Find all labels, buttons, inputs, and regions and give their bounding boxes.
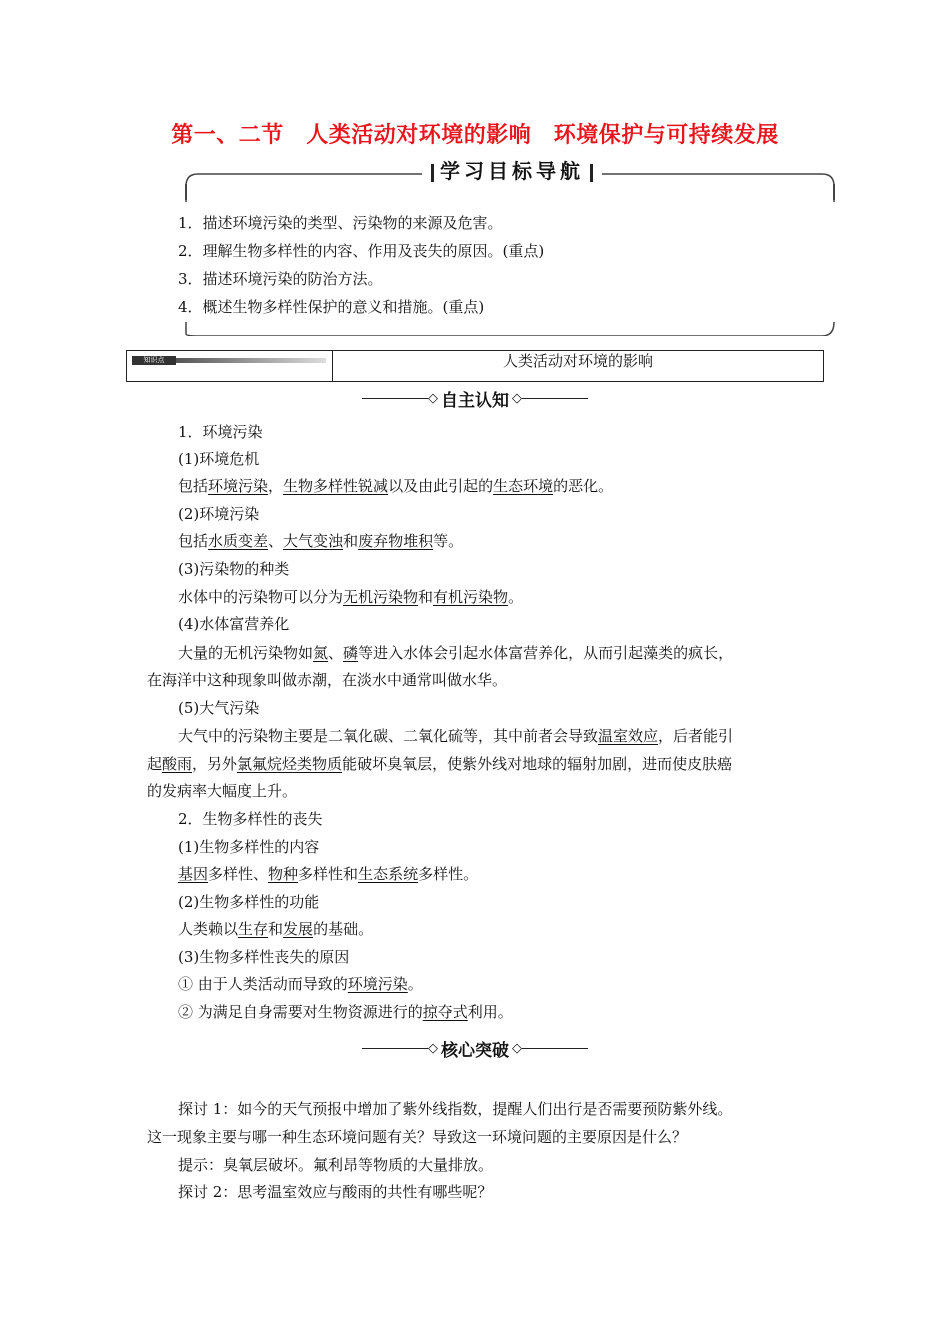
diamond-icon: ◇	[428, 391, 438, 406]
text-line: 水体中的污染物可以分为无机污染物和有机污染物。	[178, 588, 524, 606]
text-line: 包括环境污染，生物多样性锐减以及由此引起的生态环境的恶化。	[178, 477, 614, 495]
header-bar-left	[431, 164, 434, 182]
knowledge-point-label: 知识点	[132, 356, 176, 365]
section-heading-core	[0, 1036, 950, 1061]
subheading: (3)生物多样性丧失的原因	[178, 948, 350, 966]
heading-1: 1．环境污染	[178, 423, 263, 441]
goal-item: 4．概述生物多样性保护的意义和措施。(重点)	[178, 298, 485, 316]
subheading: (2)环境污染	[178, 505, 260, 523]
subheading: (5)大气污染	[178, 699, 260, 717]
divider-line	[362, 1048, 428, 1049]
divider-line	[522, 1048, 588, 1049]
subheading: (2)生物多样性的功能	[178, 893, 320, 911]
page-title: 第一、二节 人类活动对环境的影响 环境保护与可持续发展	[171, 123, 779, 148]
text-line: 包括水质变差、大气变浊和废弃物堆积等。	[178, 532, 464, 550]
heading-2: 2．生物多样性的丧失	[178, 810, 323, 828]
goal-item: 3．描述环境污染的防治方法。	[178, 270, 383, 288]
discussion-question: 探讨 1：如今的天气预报中增加了紫外线指数，提醒人们出行是否需要预防紫外线。	[178, 1100, 733, 1118]
text-line: 大气中的污染物主要是二氧化碳、二氧化硫等，其中前者会导致温室效应，后者能引	[178, 727, 734, 745]
subheading: (1)环境危机	[178, 450, 260, 468]
section-label: 核心突破	[441, 1041, 509, 1061]
knowledge-point-tag	[127, 351, 333, 381]
learning-goals-title: 学习目标导航	[440, 159, 584, 183]
section-label: 自主认知	[441, 391, 509, 411]
knowledge-point-bar	[126, 350, 824, 382]
text-line: 起酸雨，另外氯氟烷烃类物质能破坏臭氧层，使紫外线对地球的辐射加剧，进而使皮肤癌	[147, 755, 733, 773]
goal-item: 1．描述环境污染的类型、污染物的来源及危害。	[178, 214, 503, 232]
text-line: 人类赖以生存和发展的基础。	[178, 920, 374, 938]
text-line: ② 为满足自身需要对生物资源进行的掠夺式利用。	[178, 1003, 513, 1021]
tag-gradient	[176, 358, 326, 363]
subheading: (4)水体富营养化	[178, 615, 290, 633]
subheading: (3)污染物的种类	[178, 560, 290, 578]
knowledge-point-title: 人类活动对环境的影响	[502, 352, 653, 370]
text-line: 基因多样性、物种多样性和生态系统多样性。	[178, 865, 479, 883]
text-line: 大量的无机污染物如氮、磷等进入水体会引起水体富营养化，从而引起藻类的疯长，	[178, 644, 734, 662]
discussion-hint: 提示：臭氧层破坏。氟利昂等物质的大量排放。	[178, 1156, 494, 1174]
subheading: (1)生物多样性的内容	[178, 838, 320, 856]
divider-line	[522, 398, 588, 399]
header-bar-right	[590, 164, 593, 182]
discussion-question: 探讨 2：思考温室效应与酸雨的共性有哪些呢？	[178, 1183, 493, 1201]
diamond-icon: ◇	[512, 391, 522, 406]
section-heading-self-study	[0, 386, 950, 411]
goal-item: 2．理解生物多样性的内容、作用及丧失的原因。(重点)	[178, 242, 545, 260]
discussion-question: 这一现象主要与哪一种生态环境问题有关？导致这一环境问题的主要原因是什么？	[147, 1128, 688, 1146]
diamond-icon: ◇	[512, 1041, 522, 1056]
text-line: ① 由于人类活动而导致的环境污染。	[178, 975, 423, 993]
text-line: 的发病率大幅度上升。	[147, 782, 298, 800]
learning-goals-header	[422, 156, 602, 186]
divider-line	[362, 398, 428, 399]
text-line: 在海洋中这种现象叫做赤潮，在淡水中通常叫做水华。	[147, 671, 508, 689]
diamond-icon: ◇	[428, 1041, 438, 1056]
